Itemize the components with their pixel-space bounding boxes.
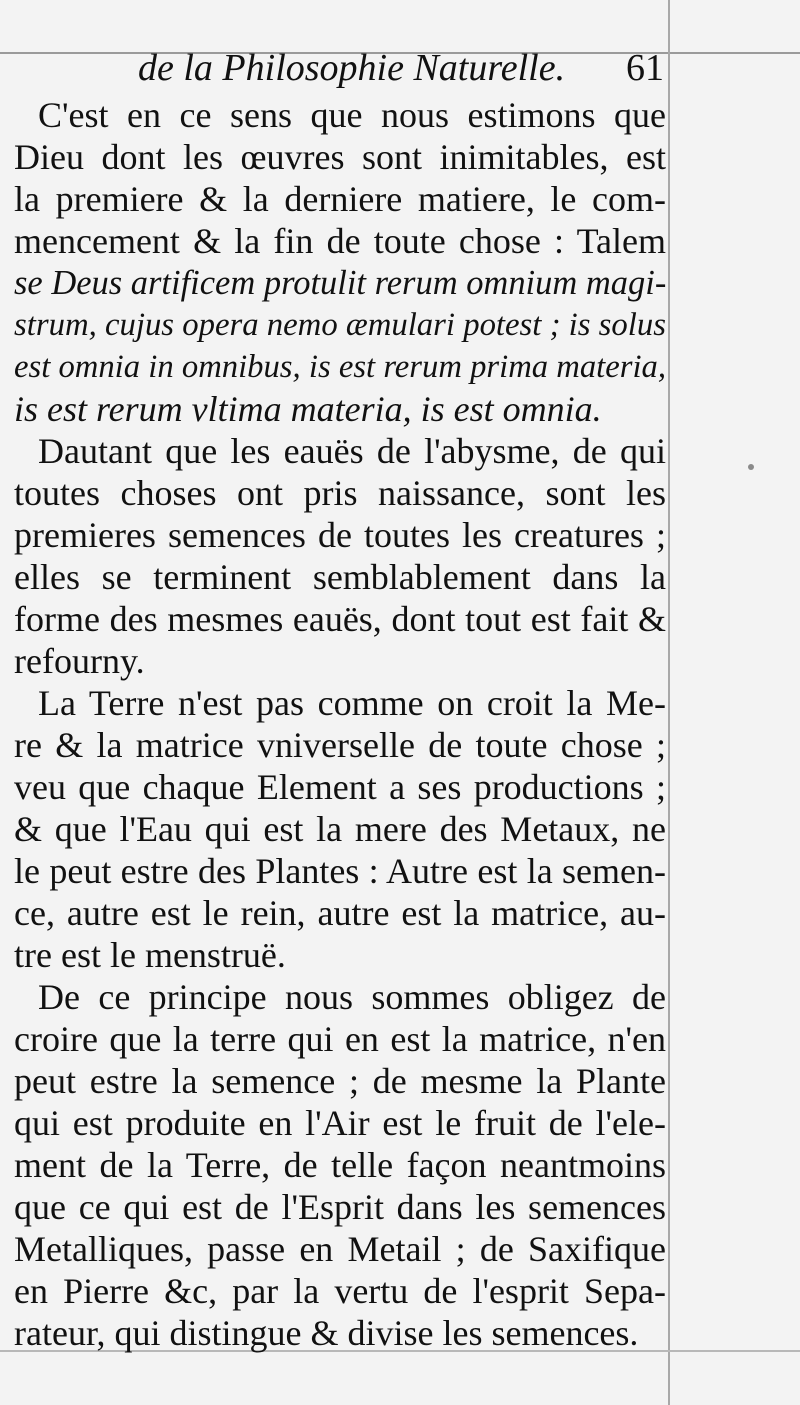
text-line: mencement & la fin de toute chose : Talem [14, 221, 666, 261]
text-line: peut estre la semence ; de mesme la Plante [14, 1061, 666, 1101]
text-line: la premiere & la derniere matiere, le com- [14, 179, 666, 219]
text-line: & que l'Eau qui est la mere des Metaux, ne [14, 809, 666, 849]
text-line: Dieu dont les œuvres sont inimitables, est [14, 137, 666, 177]
text-line: forme des mesmes eauës, dont tout est fait & [14, 599, 666, 639]
text-line: ment de la Terre, de telle façon neantmoins [14, 1145, 666, 1185]
text-line: refourny. [14, 641, 145, 681]
text-line: croire que la terre qui en est la matrice, n'en [14, 1019, 666, 1059]
text-line: que ce qui est de l'Esprit dans les semences [14, 1187, 666, 1227]
right-margin-rule [668, 0, 670, 1405]
paper-speck [748, 464, 754, 470]
text-line: La Terre n'est pas comme on croit la Me- [38, 683, 666, 723]
text-line-latin: is est rerum vltima materia, is est omnia. [14, 389, 602, 429]
text-line: toutes choses ont pris naissance, sont les [14, 473, 666, 513]
text-line: le peut estre des Plantes : Autre est la semen- [14, 851, 666, 891]
text-line: elles se terminent semblablement dans la [14, 557, 666, 597]
text-line: Dautant que les eauës de l'abysme, de qui [38, 431, 666, 471]
text-line: tre est le menstruë. [14, 935, 286, 975]
text-line: qui est produite en l'Air est le fruit de l'ele- [14, 1103, 666, 1143]
text-line: re & la matrice vniverselle de toute chose ; [14, 725, 666, 765]
text-line: Metalliques, passe en Metail ; de Saxifique [14, 1229, 666, 1269]
text-line: De ce principe nous sommes obligez de [38, 977, 666, 1017]
running-title: de la Philosophie Naturelle. [138, 47, 566, 89]
text-line: veu que chaque Element a ses productions ; [14, 767, 666, 807]
text-line: rateur, qui distingue & divise les semences. [14, 1313, 639, 1353]
text-line: en Pierre &c, par la vertu de l'esprit Sepa- [14, 1271, 666, 1311]
page-number: 61 [626, 47, 664, 89]
text-line: ce, autre est le rein, autre est la matrice, au- [14, 893, 666, 933]
text-line: premieres semences de toutes les creatures ; [14, 515, 666, 555]
text-line: C'est en ce sens que nous estimons que [38, 95, 666, 135]
text-line-latin: strum, cujus opera nemo æmulari potest ; is solus [14, 307, 666, 343]
text-line-latin: est omnia in omnibus, is est rerum prima materia, [14, 349, 666, 385]
text-line-latin: se Deus artificem protulit rerum omnium magi- [14, 264, 667, 302]
